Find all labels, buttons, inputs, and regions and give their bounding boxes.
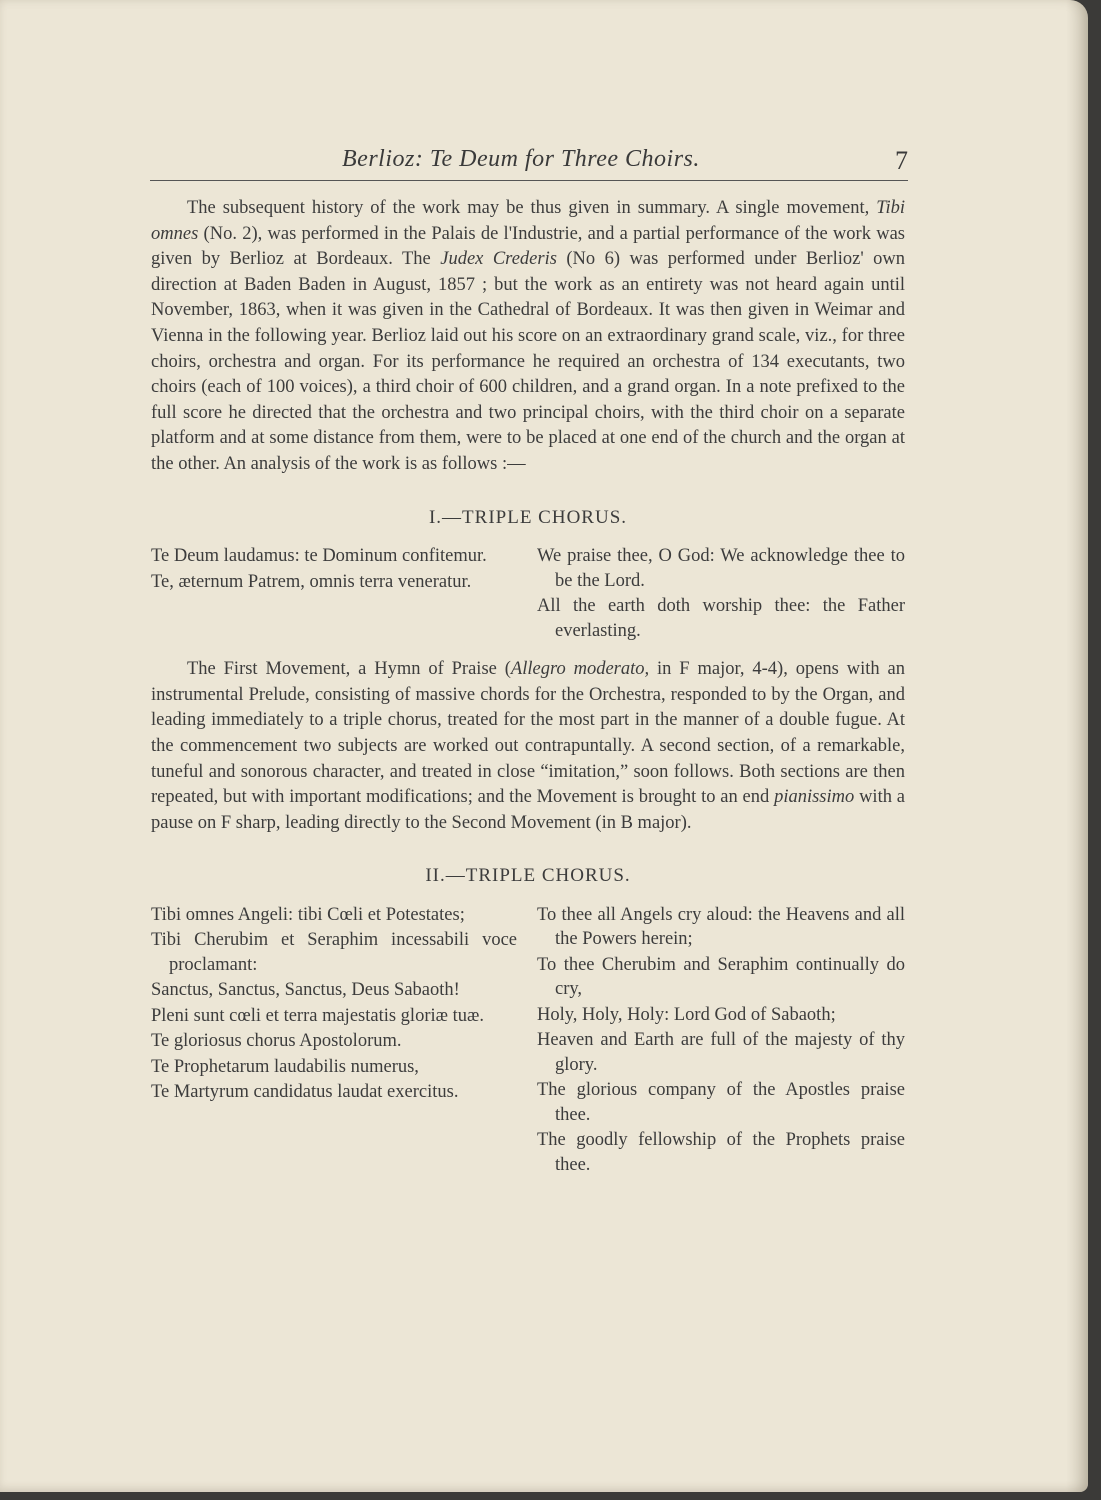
english-column-1 <box>537 544 905 643</box>
latin-line: Tibi omnes Angeli: tibi Cœli et Potestates; <box>151 904 465 925</box>
latin-line: Te, æternum Patrem, omnis terra veneratur. <box>151 571 472 592</box>
tempo-marking: Allegro moderato, <box>510 659 650 680</box>
latin-line: Te Deum laudamus: te Dominum confitemur. <box>151 546 487 567</box>
latin-line: Tibi Cherubim et Seraphim incessabili voce proclamant: <box>151 930 517 975</box>
english-line: All the earth doth worship thee: the Father everlasting. <box>537 596 905 641</box>
verse-block-1 <box>151 544 905 643</box>
english-line: Holy, Holy, Holy: Lord God of Sabaoth; <box>537 1004 836 1025</box>
section-heading-2: II.—TRIPLE CHORUS. <box>425 865 631 887</box>
latin-column-2 <box>151 903 517 1178</box>
work-title-judex-crederis: Judex Crederis <box>440 249 557 270</box>
dynamic-marking: pianissimo <box>774 787 855 808</box>
latin-line: Sanctus, Sanctus, Sanctus, Deus Sabaoth! <box>151 980 460 1001</box>
page-header <box>150 146 908 180</box>
english-line: The glorious company of the Apostles praise thee. <box>537 1080 905 1125</box>
latin-line: Pleni sunt cœli et terra majestatis gloriæ tuæ. <box>151 1005 484 1026</box>
english-line: To thee Cherubim and Seraphim continually do cry, <box>537 954 905 1000</box>
english-line: Heaven and Earth are full of the majesty of thy glory. <box>537 1030 905 1075</box>
english-line: To thee all Angels cry aloud: the Heavens and all the Powers herein; <box>537 904 905 950</box>
intro-paragraph: The subsequent history of the work may be thus given in summary. A single movement, Tibi omnes (No. 2), was performed in the Palais de l'Industrie, and a partial performance of the work was given by Berlioz at Bordeaux. The Judex Crederis (No 6) was performed under Berlioz' own direction at Baden Baden in August, 1857 ; but the work as an entirety was not heard again until November, 1863, when it was given in the Cathedral of Bordeaux. It was then given in Weimar and Vienna in the following year. Berlioz laid out his score on an extraordinary grand scale, viz., for three choirs, orchestra and organ. For its performance he required an orchestra of 134 executants, two choirs (each of 100 voices), a third choir of 600 children, and a grand organ. In a note prefixed to the full score he directed that the orchestra and two principal choirs, with the third choir on a separate platform and at some distance from them, were to be placed at one end of the church and the organ at the other. An analysis of the work is as follows :— <box>151 198 905 474</box>
header-rule <box>150 180 908 181</box>
english-line: We praise thee, O God: We acknowledge thee to be the Lord. <box>537 546 905 591</box>
running-title: Berlioz: Te Deum for Three Choirs. <box>342 146 700 172</box>
latin-line: Te Martyrum candidatus laudat exercitus. <box>151 1082 459 1103</box>
page-number: 7 <box>895 146 908 175</box>
latin-column-1 <box>151 544 517 643</box>
english-column-2 <box>537 903 905 1178</box>
latin-line: Te Prophetarum laudabilis numerus, <box>151 1056 419 1077</box>
movement-paragraph: The First Movement, a Hymn of Praise (Allegro moderato, in F major, 4-4), opens with an instrumental Prelude, consisting of massive chords for the Orchestra, responded to by the Organ, and leading immediately to a triple chorus, treated for the most part in the manner of a double fugue. At the commencement two subjects are worked out contrapuntally. A second section, of a remarkable, tuneful and sonorous character, and treated in close “imitation,” soon follows. Both sections are then repeated, but with important modifications; and the Movement is brought to an end pianissimo with a pause on F sharp, leading directly to the Second Movement (in B major). <box>151 659 905 833</box>
work-title-tibi-omnes: Tibi omnes <box>151 198 905 244</box>
verse-block-2 <box>151 903 905 1178</box>
latin-line: Te gloriosus chorus Apostolorum. <box>151 1031 402 1052</box>
english-line: The goodly fellowship of the Prophets praise thee. <box>537 1130 905 1175</box>
page-content <box>151 196 905 1191</box>
page-edge-shadow <box>1066 0 1088 1492</box>
section-heading-1: I.—TRIPLE CHORUS. <box>428 506 628 528</box>
